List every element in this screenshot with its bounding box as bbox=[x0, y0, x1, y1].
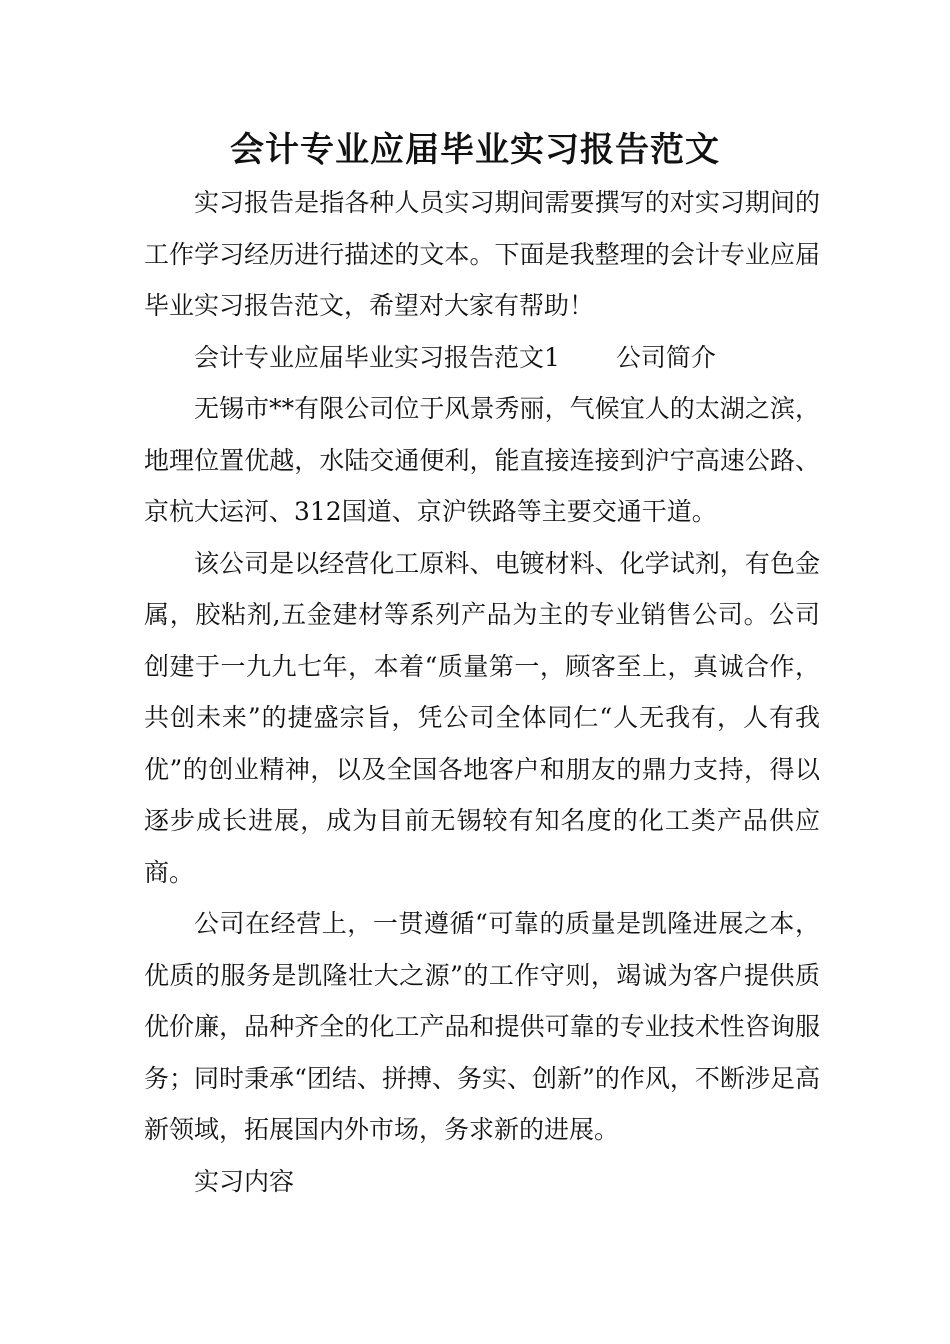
intro-paragraph: 实习报告是指各种人员实习期间需要撰写的对实习期间的工作学习经历进行描述的文本。下面是我整理的会计专业应届毕业实习报告范文，希望对大家有帮助！ bbox=[144, 188, 820, 320]
paragraph-business-principles: 公司在经营上，一贯遵循“可靠的质量是凯隆进展之本，优质的服务是凯隆壮大之源”的工作守则，竭诚为客户提供质优价廉，品种齐全的化工产品和提供可靠的专业技术性咨询服务；同时秉承“团结、拼搏、务实、创新”的作风，不断涉足高新领域，拓展国内外市场，务求新的进展。 bbox=[144, 909, 820, 1144]
document-body bbox=[144, 177, 820, 1207]
paragraph-company-profile: 该公司是以经营化工原料、电镀材料、化学试剂，有色金属，胶粘剂,五金建材等系列产品为主的专业销售公司。公司创建于一九九七年，本着“质量第一，顾客至上，真诚合作，共创未来”的捷盛宗旨，凭公司全体同仁“人无我有，人有我优”的创业精神，以及全国各地客户和朋友的鼎力支持，得以逐步成长进展，成为目前无锡较有知名度的化工类产品供应商。 bbox=[144, 548, 820, 887]
section-heading-internship: 实习内容 bbox=[194, 1166, 295, 1196]
section-subtitle: 公司简介 bbox=[615, 342, 716, 372]
paragraph-location: 无锡市**有限公司位于风景秀丽，气候宜人的太湖之滨，地理位置优越，水陆交通便利，能直接连接到沪宁高速公路、京杭大运河、312国道、京沪铁路等主要交通干道。 bbox=[144, 394, 820, 526]
document-title: 会计专业应届毕业实习报告范文 bbox=[230, 130, 720, 170]
section-heading bbox=[144, 332, 820, 384]
section-title: 会计专业应届毕业实习报告范文1 bbox=[194, 342, 560, 372]
